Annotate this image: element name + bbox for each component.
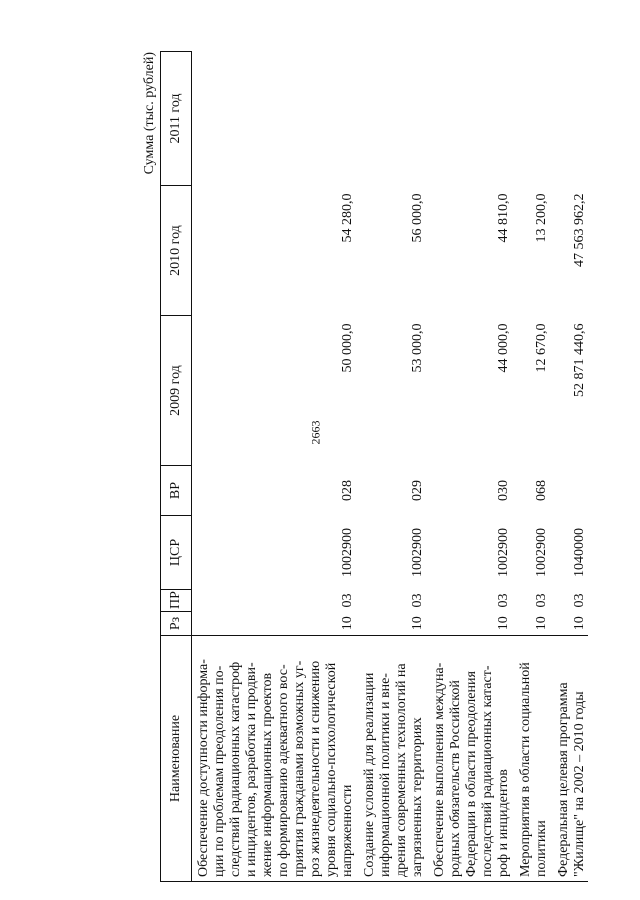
column-header-vr: ВР (161, 466, 192, 516)
cell-2011 (362, 52, 426, 186)
cell-vr: 068 (534, 480, 549, 501)
column-header-2011: 2011 год (161, 52, 192, 186)
cell-2011 (192, 52, 357, 186)
cell-2011 (518, 52, 550, 186)
column-header-pr: ПР (161, 590, 192, 612)
cell-rz: 10 (340, 616, 355, 631)
cell-name (432, 636, 512, 882)
cell-rz: 10 (534, 616, 549, 631)
cell-name (556, 636, 588, 882)
column-header-2010: 2010 год (161, 186, 192, 316)
cell-pr: 03 (340, 593, 355, 608)
cell-name (518, 636, 550, 882)
table-row (518, 52, 550, 882)
name-line: по формированию адекватного вос- (276, 664, 291, 877)
name-line: информационной политики и вне- (378, 673, 393, 877)
name-line: дрения современных технологий на (394, 663, 409, 877)
cell-2010: 13 200,0 (534, 193, 549, 243)
table-header-row (161, 52, 192, 882)
units-caption: Сумма (тыс. рублей) (142, 52, 157, 175)
cell-rz: 10 (410, 616, 425, 631)
cell-2010: 56 000,0 (410, 193, 425, 243)
table-body (192, 52, 589, 882)
name-line: "Жилище" на 2002 – 2010 годы (572, 691, 587, 877)
cell-csr: 1040000 (572, 528, 587, 577)
cell-name (192, 636, 357, 882)
cell-2009: 53 000,0 (410, 323, 425, 373)
name-line: Обеспечение доступности информа- (196, 659, 211, 877)
name-line: Создание условий для реализации (362, 672, 377, 877)
cell-2010: 54 280,0 (340, 193, 355, 243)
name-line: и инцидентов, разработка и продви- (244, 662, 259, 877)
name-line: жение информационных проектов (260, 672, 275, 877)
cell-csr: 1002900 (410, 528, 425, 577)
cell-pr: 03 (534, 593, 549, 608)
page-number: 2663 (308, 420, 323, 445)
cell-vr: 030 (496, 480, 511, 501)
name-line: Мероприятия в области социальной (518, 662, 533, 877)
cell-csr: 1002900 (340, 528, 355, 577)
name-line: последствий радиационных катаст- (480, 665, 495, 877)
cell-rz: 10 (496, 616, 511, 631)
cell-2010: 47 563 962,2 (572, 193, 587, 267)
cell-2011 (556, 52, 588, 186)
cell-vr: 028 (340, 480, 355, 501)
name-line: приятия гражданами возможных уг- (292, 660, 307, 877)
column-header-rz: Рз (161, 612, 192, 636)
table-row (556, 52, 588, 882)
cell-rz: 10 (572, 616, 587, 631)
name-line: уровня социально-психологической (324, 662, 339, 877)
table-row (362, 52, 426, 882)
cell-csr: 1002900 (496, 528, 511, 577)
table-row (192, 52, 357, 882)
column-header-csr: ЦСР (161, 516, 192, 590)
table-row (432, 52, 512, 882)
name-line: ции по проблемам преодоления по- (212, 665, 227, 877)
cell-vr: 029 (410, 480, 425, 501)
cell-pr: 03 (496, 593, 511, 608)
name-line: родных обязательств Российской (448, 680, 463, 877)
cell-2009: 44 000,0 (496, 323, 511, 373)
name-line: загрязненных территориях (410, 717, 425, 877)
name-line: роз жизнедеятельности и снижению (308, 660, 323, 877)
cell-2011 (432, 52, 512, 186)
cell-2009: 12 670,0 (534, 323, 549, 373)
name-line: Обеспечение выполнения междуна- (432, 662, 447, 877)
cell-csr: 1002900 (534, 528, 549, 577)
name-line: политики (534, 820, 549, 877)
name-line: напряженности (340, 784, 355, 877)
rotated-page-content (140, 52, 610, 882)
cell-2009: 52 871 440,6 (572, 323, 587, 397)
cell-pr: 03 (410, 593, 425, 608)
name-line: следствий радиационных катастроф (228, 661, 243, 877)
column-header-name: Наименование (161, 636, 192, 882)
name-line: Федеральная целевая программа (556, 682, 571, 877)
budget-table (160, 51, 588, 882)
name-line: Федерации в области преодоления (464, 671, 479, 877)
cell-vr (556, 466, 588, 516)
cell-2009: 50 000,0 (340, 323, 355, 373)
column-header-2009: 2009 год (161, 316, 192, 466)
cell-pr: 03 (572, 593, 587, 608)
name-line: роф и инцидентов (496, 769, 511, 877)
cell-name (362, 636, 426, 882)
cell-2010: 44 810,0 (496, 193, 511, 243)
